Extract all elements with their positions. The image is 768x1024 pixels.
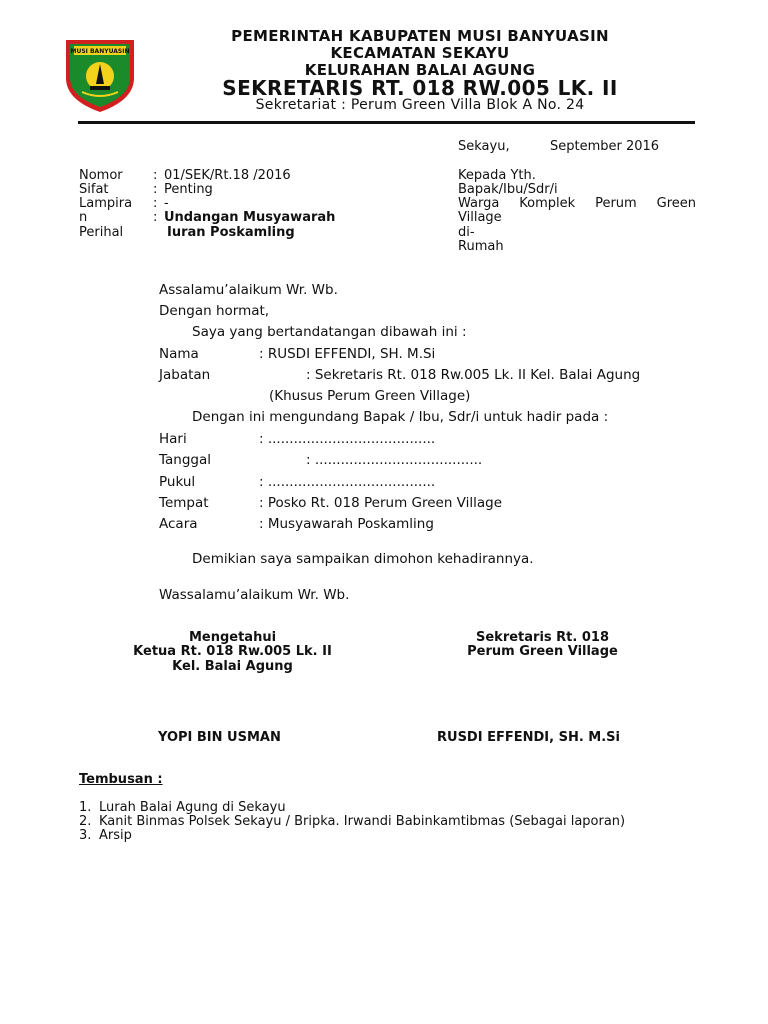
letter-nature: Penting	[164, 182, 213, 197]
salutation: Dengan hormat,	[159, 303, 270, 319]
cc-item-number: 2.	[79, 814, 92, 829]
sig-left-line1: Mengetahui	[188, 630, 277, 645]
meta-label: n	[79, 210, 88, 225]
cc-item	[79, 801, 696, 815]
letter-number: 01/SEK/Rt.18 /2016	[164, 168, 291, 183]
recipient-line: Rumah	[458, 239, 504, 254]
letterhead-address: Sekretariat : Perum Green Villa Blok A No. 24	[255, 97, 585, 113]
field-label-tanggal: Tanggal	[159, 452, 212, 468]
recipient-line: Warga Komplek Perum Green	[458, 196, 696, 211]
field-label-acara: Acara	[159, 516, 198, 532]
field-value-hari: : .......................................	[259, 431, 436, 447]
jabatan-note: (Khusus Perum Green Village)	[269, 388, 471, 404]
field-label-pukul: Pukul	[159, 474, 196, 490]
field-label-jabatan: Jabatan	[159, 367, 211, 383]
meta-label: Lampira	[79, 196, 133, 211]
field-value-nama: : RUSDI EFFENDI, SH. M.Si	[259, 346, 436, 362]
sig-left-name: YOPI BIN USMAN	[158, 730, 281, 745]
field-label-hari: Hari	[159, 431, 187, 447]
field-value-tanggal: : .......................................	[306, 452, 483, 468]
meta-label: Sifat	[79, 182, 109, 197]
svg-text:MUSI BANYUASIN: MUSI BANYUASIN	[70, 48, 130, 55]
field-value-tempat: : Posko Rt. 018 Perum Green Village	[259, 495, 503, 511]
cc-item-text: Lurah Balai Agung di Sekayu	[99, 800, 286, 815]
field-label-tempat: Tempat	[159, 495, 209, 511]
sig-right-line1: Sekretaris Rt. 018	[476, 630, 609, 645]
meta-label: Nomor	[79, 168, 123, 183]
regency-emblem-logo	[60, 34, 140, 114]
letter-attachment: -	[164, 196, 169, 211]
cc-item-number: 3.	[79, 828, 92, 843]
recipient-line: Bapak/Ibu/Sdr/i	[458, 182, 558, 197]
recipient-line: di-	[458, 225, 475, 240]
field-value-pukul: : .......................................	[259, 474, 436, 490]
meta-colon: :	[153, 196, 158, 211]
invitation-text: Dengan ini mengundang Bapak / Ibu, Sdr/i untuk hadir pada :	[192, 409, 609, 425]
letter-subject-line1: Undangan Musyawarah	[164, 210, 336, 225]
sig-right-name: RUSDI EFFENDI, SH. M.Si	[437, 730, 620, 745]
letterhead-regency: PEMERINTAH KABUPATEN MUSI BANYUASIN	[231, 27, 609, 45]
date-place: Sekayu,	[458, 139, 510, 154]
field-value-acara: : Musyawarah Poskamling	[259, 516, 434, 532]
farewell: Wassalamu’alaikum Wr. Wb.	[159, 587, 350, 603]
cc-title: Tembusan :	[79, 772, 163, 787]
letterhead-office: SEKRETARIS RT. 018 RW.005 LK. II	[222, 76, 618, 100]
letterhead-district: KECAMATAN SEKAYU	[330, 44, 510, 62]
cc-item	[79, 815, 696, 829]
cc-item-number: 1.	[79, 800, 92, 815]
cc-item-text: Kanit Binmas Polsek Sekayu / Bripka. Irwandi Babinkamtibmas (Sebagai laporan)	[99, 814, 626, 829]
letterhead-village: KELURAHAN BALAI AGUNG	[304, 61, 536, 79]
meta-label: Perihal	[79, 225, 124, 240]
sig-left-line3: Kel. Balai Agung	[172, 659, 293, 674]
cc-item-text: Arsip	[99, 828, 132, 843]
recipient-line: Village	[458, 210, 502, 225]
closing-text: Demikian saya sampaikan dimohon kehadirannya.	[192, 551, 534, 567]
meta-colon: :	[153, 168, 158, 183]
recipient-line: Kepada Yth.	[458, 168, 536, 183]
intro-text: Saya yang bertandatangan dibawah ini :	[192, 324, 467, 340]
field-value-jabatan: : Sekretaris Rt. 018 Rw.005 Lk. II Kel. Balai Agung	[306, 367, 641, 383]
meta-colon: :	[153, 182, 158, 197]
field-label-nama: Nama	[159, 346, 199, 362]
cc-list	[79, 801, 696, 843]
letter-subject-line2: Iuran Poskamling	[167, 225, 295, 240]
greeting: Assalamu’alaikum Wr. Wb.	[159, 282, 338, 298]
date-value: September 2016	[550, 139, 660, 154]
sig-right-line2: Perum Green Village	[467, 644, 618, 659]
meta-colon: :	[153, 210, 158, 225]
letterhead-divider	[78, 121, 695, 124]
sig-left-line2: Ketua Rt. 018 Rw.005 Lk. II	[133, 644, 332, 659]
cc-item	[79, 829, 696, 843]
